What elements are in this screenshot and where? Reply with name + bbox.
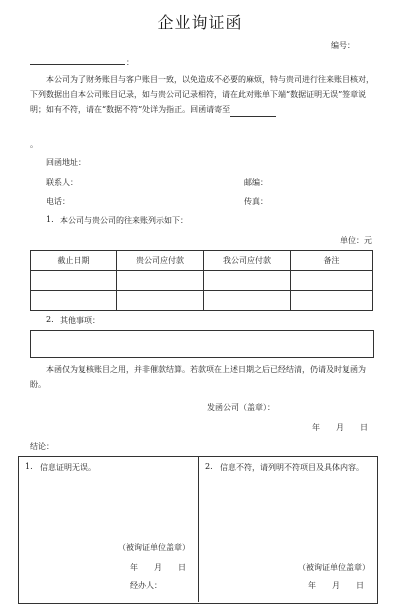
table-row [31,291,373,311]
table-header-cell: 我公司应付款 [204,251,291,271]
recipient-blank-line[interactable] [30,60,125,65]
fax-label: 传真： [244,197,268,206]
section-1-text: 本公司与贵公司的往来账列示如下： [60,216,188,225]
conclusion-1-number: 1. [25,462,33,471]
section-2-text: 其他事项： [60,316,100,325]
table-header-cell: 备注 [291,251,373,271]
phone-label: 电话： [46,197,70,206]
conclusion-1-date: 年 月 日 [130,563,186,572]
intro-text: 本公司为了财务账目与客户账目一致，以免造成不必要的麻烦，特与贵司进行往来账目核对，下列数据出自本公司账目记录，如与贵公司记录相符，请在此对账单下端“数据证明无误”签章说明；如有不符，请在“数据不符”处详为指正。回函请寄至 [30,75,374,114]
section-1-number: 1. [46,215,54,224]
recipient-colon: ： [126,58,134,67]
table-row [31,271,373,291]
sender-date: 年 月 日 [312,423,368,432]
section-2-number: 2. [46,315,54,324]
reply-address-blank[interactable] [230,108,276,117]
conclusion-2-number: 2. [205,462,213,471]
table-cell[interactable] [117,271,204,291]
table-cell[interactable] [31,271,117,291]
conclusion-2-text[interactable]: 信息不符，请列明不符项目及具体内容。 [220,463,364,472]
contact-person-label: 联系人： [46,178,78,187]
reply-address-label: 回函地址： [46,158,86,167]
conclusion-1-text[interactable]: 信息证明无误。 [40,463,96,472]
intro-end-mark: 。 [30,140,38,149]
postcode-label: 邮编： [244,178,268,187]
document-number-label: 编号： [331,41,355,50]
table-cell[interactable] [31,291,117,311]
table-cell[interactable] [204,291,291,311]
table-cell[interactable] [204,271,291,291]
account-table [30,250,373,311]
page-title: 企业询证函 [157,13,243,32]
table-cell[interactable] [291,271,373,291]
table-cell[interactable] [117,291,204,311]
table-header-cell: 贵公司应付款 [117,251,204,271]
conclusion-divider [198,456,199,602]
conclusion-label: 结论： [30,442,54,451]
other-matters-box[interactable] [30,330,374,358]
unit-label: 单位：元 [340,236,372,245]
sender-company-label: 发函公司（盖章）： [207,403,275,412]
intro-paragraph [30,72,375,117]
table-header-row [31,251,373,271]
conclusion-1-handler: 经办人： [130,581,162,590]
closing-paragraph: 本函仅为复核账目之用，并非催款结算。若款项在上述日期之后已经结清，仍请及时复函为盼。 [30,365,366,389]
table-header-cell: 截止日期 [31,251,117,271]
table-cell[interactable] [291,291,373,311]
conclusion-2-seal: （被询证单位盖章） [298,563,370,572]
conclusion-1-seal: （被询证单位盖章） [118,543,190,552]
conclusion-2-date: 年 月 日 [308,581,364,590]
